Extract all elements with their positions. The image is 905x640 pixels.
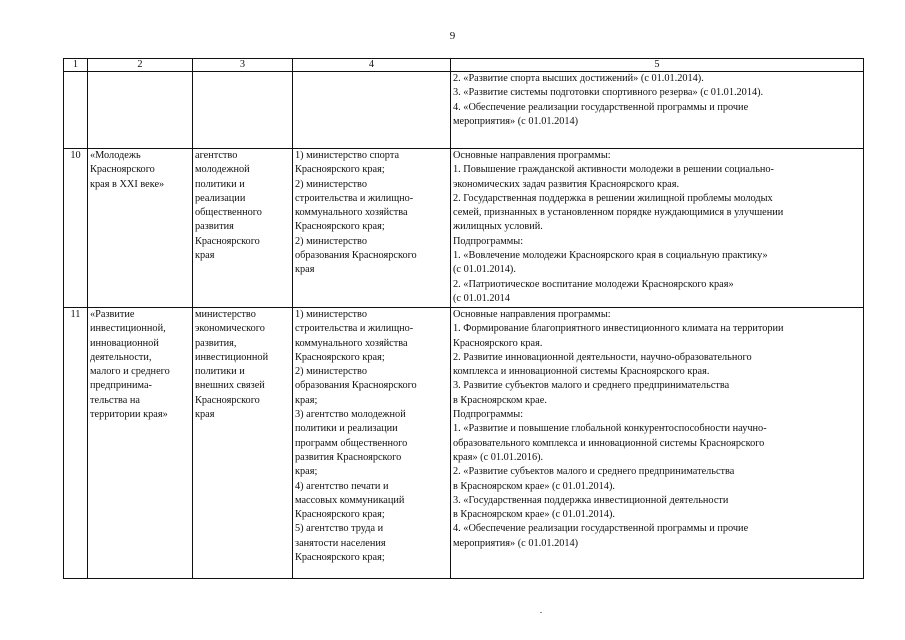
scan-speck: [540, 612, 542, 613]
content-line: 2. «Развитие спорта высших достижений» (с 01.01.2014).: [453, 73, 704, 84]
content-line: 3. «Развитие системы подготовки спортивного резерва» (с 01.01.2014).: [453, 87, 764, 99]
program-name-cell: [88, 72, 193, 149]
program-content-cell: [451, 72, 864, 149]
header-col-1: 1: [64, 59, 88, 72]
program-name-cell: «Развитие инвестиционной, инновационной деятельности, малого и среднего предпринима- тельства на территории края»: [88, 308, 193, 579]
responsible-agency-cell: агентство молодежной политики и реализации общественного развития Красноярского края: [193, 149, 293, 308]
header-col-5: 5: [451, 59, 864, 72]
header-col-3: 3: [193, 59, 293, 72]
co-executors-cell: 1) министерство строительства и жилищно- коммунального хозяйства Красноярского края; 2) министерство образования Красноярского края; 3) агентство молодежной политики и реализации программ общественного развития Красноярского края; 4) агентство печати и массовых коммуникаций Красноярского края; 5) агентство труда и занятости населения Красноярского края;: [293, 308, 451, 579]
header-col-4: 4: [293, 59, 451, 72]
program-content-cell: Основные направления программы: 1. Формирование благоприятного инвестиционного климата на территории Красноярского края. 2. Развитие инновационной деятельности, научно-образовательного комплекса и инновационной системы Красноярского края. 3. Развитие субъектов малого и среднего предпринимательства в Красноярском крае. Подпрограммы: 1. «Развитие и повышение глобальной конкурентоспособности научно- образовательного комплекса и инновационной системы Красноярского края» (с 01.01.2016). 2. «Развитие субъектов малого и среднего предпринимательства в Красноярском крае» (с 01.01.2014). 3. «Государственная поддержка инвестиционной деятельности в Красноярском крае» (с 01.01.2014). 4. «Обеспечение реализации государственной программы и прочие мероприятия» (с 01.01.2014): [451, 308, 864, 579]
row-number: 10: [64, 149, 88, 308]
responsible-agency-cell: [193, 72, 293, 149]
co-executors-cell: 1) министерство спорта Красноярского края; 2) министерство строительства и жилищно- коммунального хозяйства Красноярского края; 2) министерство образования Красноярского края: [293, 149, 451, 308]
programs-table: [63, 58, 864, 579]
program-name-cell: «Молодежь Красноярского края в XXI веке»: [88, 149, 193, 308]
table-row: [64, 72, 864, 149]
co-executors-cell: [293, 72, 451, 149]
header-row: [64, 59, 864, 72]
content-line: мероприятия» (с 01.01.2014): [453, 115, 579, 127]
content-line: 4. «Обеспечение реализации государственной программы и прочие: [453, 101, 749, 113]
header-col-2: 2: [88, 59, 193, 72]
program-content-cell: Основные направления программы: 1. Повышение гражданской активности молодежи в решении социально- экономических задач развития Красноярского края. 2. Государственная поддержка в решении жилищной проблемы молодых семей, признанных в установленном порядке нуждающимися в улучшении жилищных условий. Подпрограммы: 1. «Вовлечение молодежи Красноярского края в социальную практику» (с 01.01.2014). 2. «Патриотическое воспитание молодежи Красноярского края» (с 01.01.2014: [451, 149, 864, 308]
row-number: [64, 72, 88, 149]
page-number: 9: [449, 30, 456, 42]
row-number: 11: [64, 308, 88, 579]
responsible-agency-cell: министерство экономического развития, инвестиционной политики и внешних связей Красноярского края: [193, 308, 293, 579]
table-row: [64, 308, 864, 579]
table-row: [64, 149, 864, 308]
